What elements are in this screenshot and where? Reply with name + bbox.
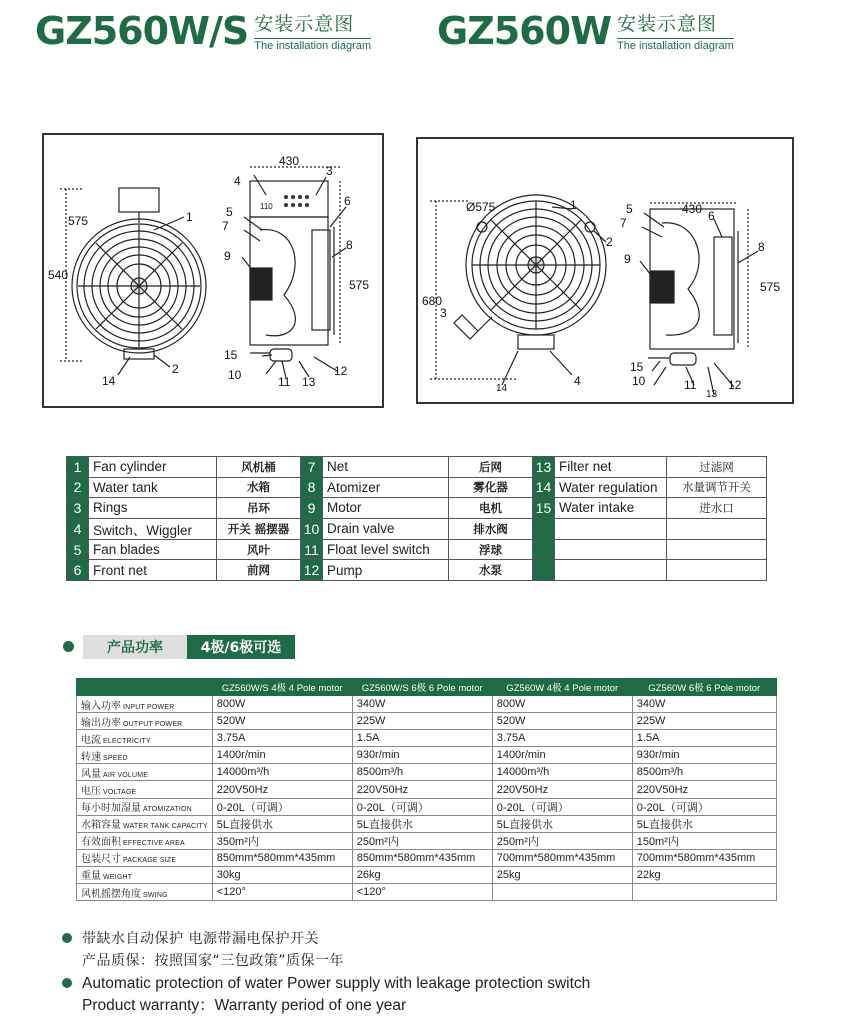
- spec-label-en: PACKAGE SIZE: [123, 857, 177, 865]
- callout-1: 1: [570, 198, 577, 212]
- part-name-en: Front net: [89, 560, 217, 581]
- spec-value: 220V50Hz: [632, 781, 776, 798]
- part-number: 14: [533, 477, 555, 498]
- spec-value: 700mm*580mm*435mm: [632, 849, 776, 866]
- spec-row-label: [77, 764, 213, 781]
- dim-diameter: 575: [68, 214, 89, 228]
- parts-row: [67, 498, 767, 519]
- callout-13: 13: [302, 375, 316, 389]
- callout-15: 15: [630, 360, 644, 374]
- spec-label-cn: 输入功率: [81, 700, 121, 712]
- part-number: 1: [67, 457, 89, 478]
- parts-row: [67, 560, 767, 581]
- spec-value: 150m²内: [632, 832, 776, 849]
- dim-height-right: 575: [349, 278, 370, 292]
- spec-value: 0-20L（可调）: [212, 798, 352, 815]
- part-name-en: [555, 539, 667, 560]
- spec-label-en: WEIGHT: [103, 874, 133, 882]
- spec-value: 1400r/min: [212, 747, 352, 764]
- spec-value: 25kg: [492, 866, 632, 883]
- part-number: 12: [301, 560, 323, 581]
- spec-value: <120°: [212, 884, 352, 901]
- part-name-cn: 风机桶: [217, 457, 301, 478]
- spec-value: 520W: [212, 713, 352, 730]
- part-name-cn: [667, 518, 767, 539]
- part-name-en: Water regulation: [555, 477, 667, 498]
- spec-row-label: [77, 866, 213, 883]
- callout-2: 2: [172, 362, 179, 376]
- spec-label-cn: 转速: [81, 751, 101, 763]
- diagram-subtitle: [254, 12, 371, 53]
- spec-row: [77, 696, 777, 713]
- spec-label-cn: 输出功率: [81, 717, 121, 729]
- parts-table: [66, 456, 767, 581]
- spec-row-label: [77, 781, 213, 798]
- spec-table: [76, 678, 777, 901]
- spec-value: 800W: [492, 696, 632, 713]
- part-name-cn: 开关 摇摆器: [217, 518, 301, 539]
- callout-4: 4: [574, 374, 581, 388]
- parts-row: [67, 518, 767, 539]
- header-gz560ws: [35, 8, 371, 54]
- spec-value: 340W: [352, 696, 492, 713]
- part-number: 9: [301, 498, 323, 519]
- callout-7: 7: [222, 219, 229, 233]
- part-number: 2: [67, 477, 89, 498]
- part-name-cn: [667, 560, 767, 581]
- diagram-subtitle: [617, 12, 734, 53]
- callout-14: 14: [102, 374, 116, 388]
- part-name-en: Net: [323, 457, 449, 478]
- parts-row: [67, 477, 767, 498]
- spec-row: [77, 730, 777, 747]
- spec-row: [77, 764, 777, 781]
- part-number: 6: [67, 560, 89, 581]
- spec-value: 800W: [212, 696, 352, 713]
- spec-value: 220V50Hz: [492, 781, 632, 798]
- switch-label: 110: [260, 202, 273, 211]
- bullet-dot: [62, 933, 72, 943]
- spec-row: [77, 713, 777, 730]
- dim-height-right: 575: [760, 280, 781, 294]
- spec-col-header: GZ560W/S 6极 6 Pole motor: [352, 679, 492, 696]
- spec-label-cn: 包装尺寸: [81, 854, 121, 866]
- part-number: 3: [67, 498, 89, 519]
- part-number: 8: [301, 477, 323, 498]
- spec-label-cn: 电流: [81, 734, 101, 746]
- spec-col-header: GZ560W 6极 6 Pole motor: [632, 679, 776, 696]
- spec-value: 3.75A: [212, 730, 352, 747]
- spec-row: [77, 815, 777, 832]
- model-title: GZ560W: [437, 9, 611, 53]
- callout-2: 2: [606, 235, 613, 249]
- spec-value: 225W: [632, 713, 776, 730]
- bullet-dot: [63, 641, 74, 652]
- callout-5: 5: [626, 202, 633, 216]
- part-name-en: Fan cylinder: [89, 457, 217, 478]
- callout-9: 9: [624, 252, 631, 266]
- part-number: 11: [301, 539, 323, 560]
- spec-row: [77, 798, 777, 815]
- spec-value: 3.75A: [492, 730, 632, 747]
- callout-8: 8: [346, 238, 353, 252]
- header-gz560w: [437, 8, 734, 54]
- part-name-cn: 过滤网: [667, 457, 767, 478]
- callout-6: 6: [344, 194, 351, 208]
- feature-en-line1: Automatic protection of water Power supply with leakage protection switch: [82, 975, 591, 992]
- part-name-cn: 后网: [449, 457, 533, 478]
- spec-label-cn: 有效面积: [81, 837, 121, 849]
- spec-label-en: INPUT POWER: [123, 703, 175, 711]
- spec-row-label: [77, 832, 213, 849]
- part-name-cn: 水泵: [449, 560, 533, 581]
- spec-value: 22kg: [632, 866, 776, 883]
- spec-row-label: [77, 884, 213, 901]
- spec-value: 850mm*580mm*435mm: [352, 849, 492, 866]
- part-name-cn: 雾化器: [449, 477, 533, 498]
- spec-value: [632, 884, 776, 901]
- spec-label-cn: 水箱容量: [81, 820, 121, 832]
- spec-value: 340W: [632, 696, 776, 713]
- part-name-cn: 风叶: [217, 539, 301, 560]
- spec-value: 0-20L（可调）: [632, 798, 776, 815]
- spec-label-en: ELECTRICITY: [103, 737, 151, 745]
- installation-diagram-gz560ws: [42, 133, 384, 408]
- callout-6: 6: [708, 209, 715, 223]
- spec-value: 5L直接供水: [492, 815, 632, 832]
- spec-value: 26kg: [352, 866, 492, 883]
- callout-14: 14: [496, 383, 508, 394]
- feature-cn-line1: 带缺水自动保护 电源带漏电保护开关: [82, 931, 319, 947]
- spec-row-label: [77, 696, 213, 713]
- spec-label-en: WATER TANK CAPACITY: [123, 823, 208, 831]
- power-section-label: 产品功率: [83, 635, 187, 659]
- part-name-cn: 进水口: [667, 498, 767, 519]
- subtitle-en: The installation diagram: [254, 40, 372, 52]
- callout-10: 10: [632, 374, 646, 388]
- callout-1: 1: [186, 210, 193, 224]
- callout-8: 8: [758, 240, 765, 254]
- spec-value: 1.5A: [632, 730, 776, 747]
- spec-label-cn: 每小时加湿量: [81, 803, 141, 815]
- spec-value: 225W: [352, 713, 492, 730]
- feature-cn-line2: 产品质保：按照国家“三包政策”质保一年: [82, 953, 345, 969]
- part-number: 5: [67, 539, 89, 560]
- spec-value: 700mm*580mm*435mm: [492, 849, 632, 866]
- part-name-en: [555, 560, 667, 581]
- spec-value: 14000m³/h: [492, 764, 632, 781]
- part-number: 13: [533, 457, 555, 478]
- part-name-cn: 排水阀: [449, 518, 533, 539]
- spec-label-en: AIR VOLUME: [103, 771, 149, 779]
- spec-label-cn: 风机摇摆角度: [81, 888, 141, 900]
- spec-label-cn: 风量: [81, 768, 101, 780]
- spec-header-blank: [77, 679, 213, 696]
- callout-4: 4: [234, 174, 241, 188]
- part-name-en: Water tank: [89, 477, 217, 498]
- dim-width: 430: [279, 154, 300, 168]
- part-number: 10: [301, 518, 323, 539]
- part-number: [533, 539, 555, 560]
- spec-value: 30kg: [212, 866, 352, 883]
- spec-value: 250m²内: [352, 832, 492, 849]
- spec-value: 5L直接供水: [212, 815, 352, 832]
- part-name-en: Switch、Wiggler: [89, 518, 217, 539]
- spec-row: [77, 747, 777, 764]
- spec-col-header: GZ560W/S 4极 4 Pole motor: [212, 679, 352, 696]
- spec-label-cn: 电压: [81, 786, 101, 798]
- spec-value: 350m²内: [212, 832, 352, 849]
- spec-label-en: OUTPUT POWER: [123, 720, 183, 728]
- spec-row-label: [77, 730, 213, 747]
- spec-value: 850mm*580mm*435mm: [212, 849, 352, 866]
- spec-row-label: [77, 747, 213, 764]
- callout-12: 12: [728, 378, 742, 392]
- part-name-cn: [667, 539, 767, 560]
- parts-row: [67, 539, 767, 560]
- spec-label-en: ATOMIZATION: [143, 806, 192, 814]
- callout-11: 11: [684, 378, 697, 392]
- spec-value: 520W: [492, 713, 632, 730]
- spec-row-label: [77, 815, 213, 832]
- callout-3: 3: [326, 164, 333, 178]
- part-name-cn: 电机: [449, 498, 533, 519]
- callout-15: 15: [224, 348, 238, 362]
- spec-value: 0-20L（可调）: [352, 798, 492, 815]
- part-name-cn: 水箱: [217, 477, 301, 498]
- part-number: [533, 560, 555, 581]
- spec-label-cn: 重量: [81, 871, 101, 883]
- part-name-en: [555, 518, 667, 539]
- spec-row: [77, 849, 777, 866]
- part-name-en: Water intake: [555, 498, 667, 519]
- spec-row: [77, 781, 777, 798]
- part-name-en: Filter net: [555, 457, 667, 478]
- spec-value: 14000m³/h: [212, 764, 352, 781]
- part-number: 4: [67, 518, 89, 539]
- spec-value: 220V50Hz: [352, 781, 492, 798]
- part-name-cn: 前网: [217, 560, 301, 581]
- part-number: 15: [533, 498, 555, 519]
- part-name-en: Float level switch: [323, 539, 449, 560]
- dim-height-left: 540: [48, 268, 69, 282]
- spec-row: [77, 884, 777, 901]
- spec-value: 930r/min: [352, 747, 492, 764]
- feature-en-line2: Product warranty：Warranty period of one year: [82, 997, 407, 1014]
- callout-10: 10: [228, 368, 242, 382]
- model-title: GZ560W/S: [35, 9, 249, 53]
- part-name-en: Motor: [323, 498, 449, 519]
- parts-row: [67, 457, 767, 478]
- spec-row: [77, 832, 777, 849]
- callout-11: 11: [278, 375, 291, 389]
- dim-width: 430: [682, 202, 703, 216]
- callout-13: 13: [706, 389, 718, 400]
- callout-5: 5: [226, 205, 233, 219]
- installation-diagram-gz560w: [416, 137, 794, 404]
- spec-value: 8500m³/h: [632, 764, 776, 781]
- part-name-cn: 吊环: [217, 498, 301, 519]
- subtitle-en: The installation diagram: [616, 40, 734, 52]
- part-name-en: Fan blades: [89, 539, 217, 560]
- part-number: [533, 518, 555, 539]
- part-name-en: Atomizer: [323, 477, 449, 498]
- dim-height-left: 680: [422, 294, 443, 308]
- spec-label-en: VOLTAGE: [103, 789, 137, 797]
- spec-row: [77, 866, 777, 883]
- part-name-en: Pump: [323, 560, 449, 581]
- spec-value: 250m²内: [492, 832, 632, 849]
- part-name-cn: 浮球: [449, 539, 533, 560]
- callout-12: 12: [334, 364, 348, 378]
- spec-col-header: GZ560W 4极 4 Pole motor: [492, 679, 632, 696]
- bullet-dot: [62, 978, 72, 988]
- spec-row-label: [77, 798, 213, 815]
- spec-value: 8500m³/h: [352, 764, 492, 781]
- part-number: 7: [301, 457, 323, 478]
- spec-value: 5L直接供水: [352, 815, 492, 832]
- spec-value: <120°: [352, 884, 492, 901]
- part-name-en: Rings: [89, 498, 217, 519]
- power-section-tag: 4极/6极可选: [187, 635, 295, 659]
- dim-diameter: Ø575: [466, 200, 496, 214]
- spec-value: 5L直接供水: [632, 815, 776, 832]
- subtitle-cn: 安装示意图: [254, 13, 355, 35]
- spec-label-en: EFFECTIVE AREA: [123, 840, 185, 848]
- spec-value: 930r/min: [632, 747, 776, 764]
- diagram-drawing: [418, 139, 792, 402]
- spec-row-label: [77, 849, 213, 866]
- spec-value: 0-20L（可调）: [492, 798, 632, 815]
- features-en: [62, 973, 822, 1017]
- subtitle-cn: 安装示意图: [616, 13, 717, 35]
- spec-value: 220V50Hz: [212, 781, 352, 798]
- spec-label-en: SWING: [143, 891, 168, 899]
- part-name-cn: 水量调节开关: [667, 477, 767, 498]
- part-name-en: Drain valve: [323, 518, 449, 539]
- diagram-drawing: [44, 135, 382, 406]
- spec-value: [492, 884, 632, 901]
- spec-value: 1400r/min: [492, 747, 632, 764]
- spec-label-en: SPEED: [103, 754, 128, 762]
- spec-value: 1.5A: [352, 730, 492, 747]
- callout-3: 3: [440, 306, 447, 320]
- features-cn: [62, 928, 822, 972]
- callout-9: 9: [224, 249, 231, 263]
- spec-row-label: [77, 713, 213, 730]
- callout-7: 7: [620, 216, 627, 230]
